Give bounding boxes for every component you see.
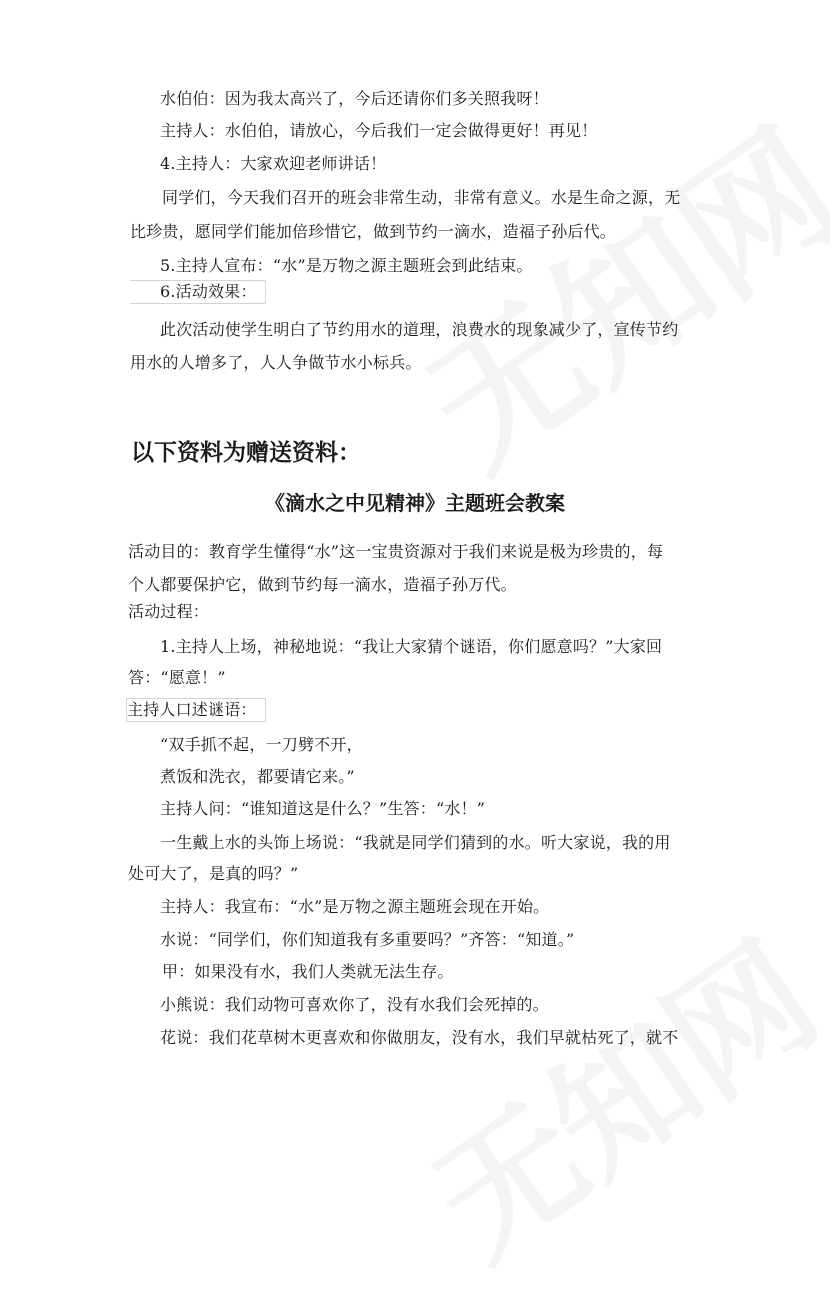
paragraph-line: 煮饭和洗衣，都要请它来。”: [160, 767, 355, 786]
paragraph-line: 比珍贵，愿同学们能加倍珍惜它，做到节约一滴水，造福子孙后代。: [130, 222, 617, 241]
paragraph-line: 同学们，今天我们召开的班会非常生动，非常有意义。水是生命之源，无: [162, 188, 681, 207]
paragraph-line: 一生戴上水的头饰上场说：“我就是同学们猜到的水。听大家说，我的用: [160, 833, 671, 852]
paragraph-line: 处可大了，是真的吗？”: [128, 864, 299, 883]
paragraph-line: “双手抓不起，一刀劈不开，: [160, 735, 363, 754]
document-title: 《滴水之中见精神》主题班会教案: [265, 491, 565, 515]
paragraph-line-boxed: [130, 280, 266, 304]
paragraph-line: 水伯伯：因为我太高兴了，今后还请你们多关照我呀！: [160, 89, 549, 108]
riddle-intro-label: 主持人口述谜语：: [127, 700, 257, 719]
bonus-heading: 以下资料为赠送资料：: [131, 440, 361, 466]
activity-effect-label: 6.活动效果：: [160, 282, 257, 301]
paragraph-line: 小熊说：我们动物可喜欢你了，没有水我们会死掉的。: [160, 995, 549, 1014]
paragraph-line: 用水的人增多了，人人争做节水小标兵。: [130, 353, 422, 372]
paragraph-line: 4.主持人：大家欢迎老师讲话！: [160, 154, 387, 173]
paragraph-line: 主持人问：“谁知道这是什么？”生答：“水！”: [160, 799, 486, 818]
paragraph-line-boxed: [126, 698, 266, 722]
paragraph-line: 水说：“同学们，你们知道我有多重要吗？”齐答：“知道。”: [160, 930, 575, 949]
paragraph-line: 甲：如果没有水，我们人类就无法生存。: [162, 962, 454, 981]
paragraph-line: 花说：我们花草树木更喜欢和你做朋友，没有水，我们早就枯死了，就不: [160, 1028, 679, 1047]
paragraph-line: 主持人：我宣布：“水”是万物之源主题班会现在开始。: [160, 897, 550, 916]
paragraph-line: 个人都要保护它，做到节约每一滴水，造福子孙万代。: [128, 575, 517, 594]
paragraph-line: 活动过程：: [128, 602, 210, 621]
paragraph-line: 答：“愿意！”: [128, 668, 226, 687]
paragraph-line: 此次活动使学生明白了节约用水的道理，浪费水的现象减少了，宣传节约: [160, 320, 679, 339]
paragraph-line: 主持人：水伯伯，请放心，今后我们一定会做得更好！再见！: [160, 121, 598, 140]
paragraph-line: 活动目的：教育学生懂得“水”这一宝贵资源对于我们来说是极为珍贵的，每: [128, 542, 664, 561]
paragraph-line: 5.主持人宣布：“水”是万物之源主题班会到此结束。: [160, 256, 533, 275]
paragraph-line: 1.主持人上场，神秘地说：“我让大家猜个谜语，你们愿意吗？”大家回: [160, 637, 663, 656]
